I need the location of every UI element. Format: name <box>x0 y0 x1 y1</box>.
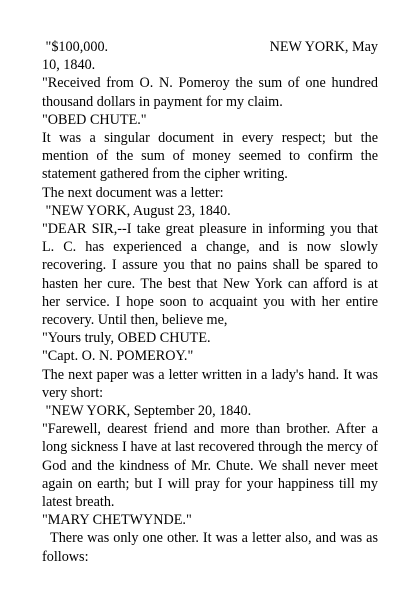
receipt-signature: "OBED CHUTE." <box>42 111 147 128</box>
letter-dateline: "NEW YORK, August 23, 1840. <box>42 202 231 219</box>
receipt-amount: "$100,000. <box>42 39 109 55</box>
narration-paragraph: The next paper was a letter written in a lady's hand. It was very short: <box>42 366 378 401</box>
receipt-heading <box>42 38 378 56</box>
letter-closing: "Yours truly, OBED CHUTE. <box>42 330 211 347</box>
narration-paragraph: The next document was a letter: <box>42 184 224 201</box>
letter-dateline: "NEW YORK, September 20, 1840. <box>42 403 252 420</box>
letter-addressee: "Capt. O. N. POMEROY." <box>42 348 194 365</box>
book-page <box>42 38 382 566</box>
narration-paragraph: It was a singular document in every respect; but the mention of the sum of money seemed to confirm the statement gathered from the cipher writing. <box>42 130 378 183</box>
receipt-body: "Received from O. N. Pomeroy the sum of one hundred thousand dollars in payment for my claim. <box>42 75 378 110</box>
letter-body: "Farewell, dearest friend and more than brother. After a long sickness I have at last recovered through the mercy of God and the kindness of Mr. Chute. We shall never meet again on earth; but I will pray for your happiness till my latest breath. <box>42 421 378 511</box>
narration-paragraph: There was only one other. It was a letter also, and was as follows: <box>42 530 382 565</box>
letter-body: "DEAR SIR,--I take great pleasure in informing you that L. C. has experienced a change, and is now slowly recovering. I assure you that no pains shall be spared to hasten her cure. The best that New York can afford is at her service. I hope soon to acquaint you with her entire recovery. Until then, believe me, <box>42 221 378 329</box>
receipt-date-continued: 10, 1840. <box>42 57 96 74</box>
letter-signature: "MARY CHETWYNDE." <box>42 512 192 529</box>
receipt-place-date: NEW YORK, May <box>269 39 378 55</box>
